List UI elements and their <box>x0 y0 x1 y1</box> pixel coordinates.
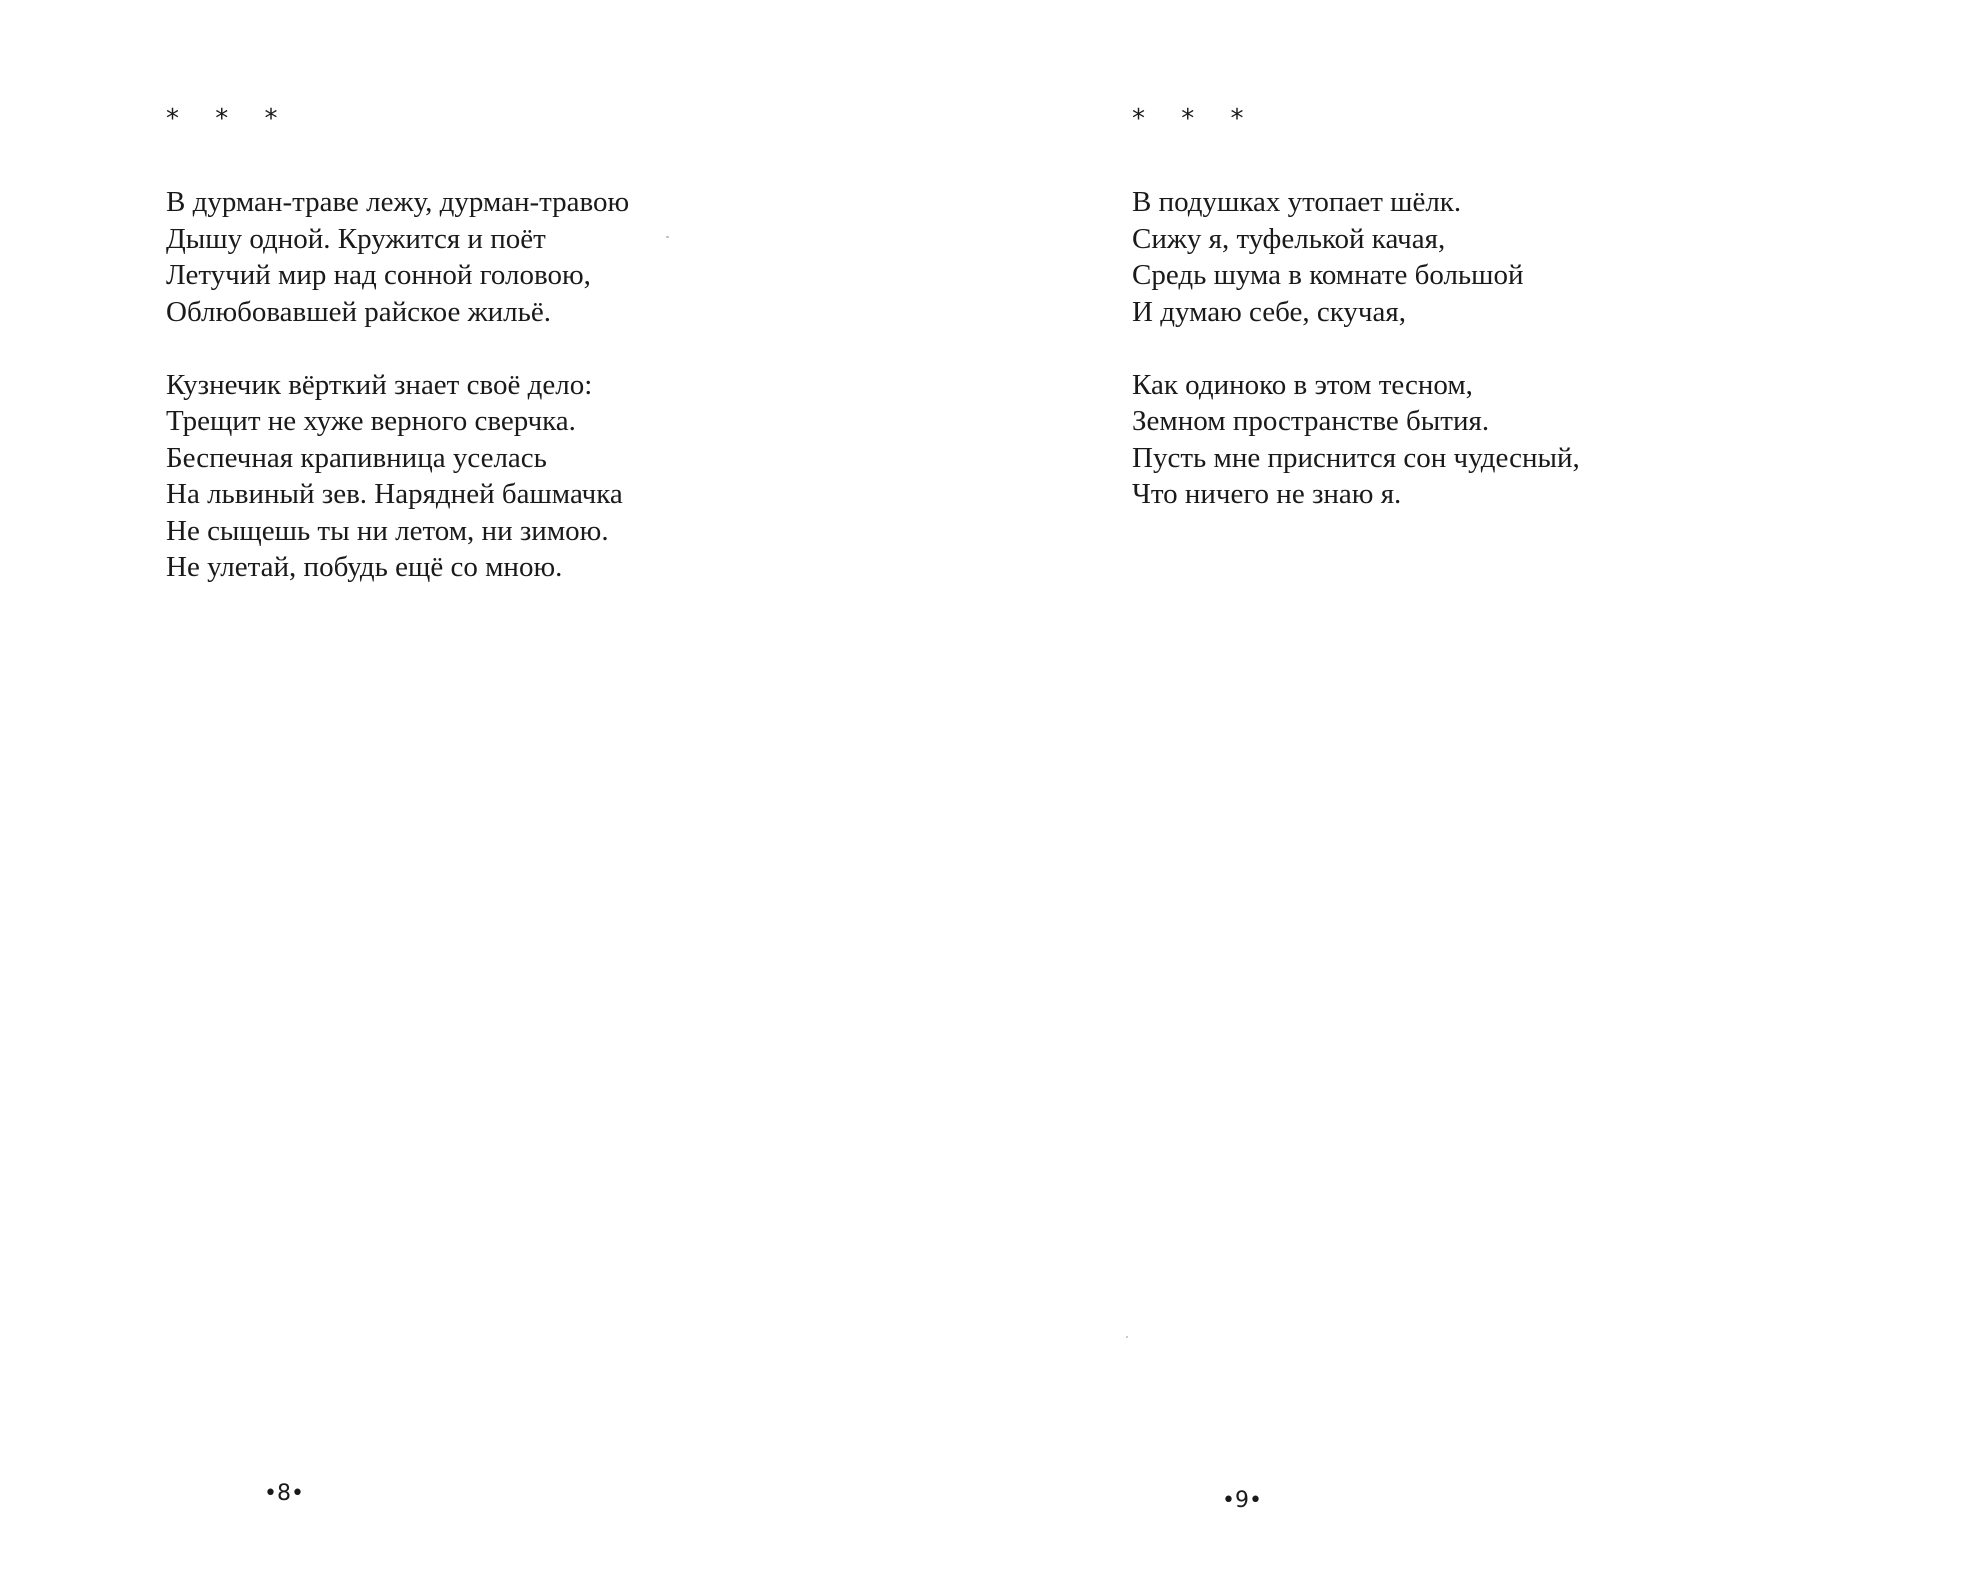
section-ornament: * * * <box>166 104 292 134</box>
scan-speck <box>666 236 669 238</box>
poem-line: Облюбовавшей райское жильё. <box>166 295 551 328</box>
poem <box>1132 184 1580 513</box>
poem-line: Кузнечик вёрткий знает своё дело: <box>166 368 593 401</box>
poem-line: Дышу одной. Кружится и поёт <box>166 222 546 255</box>
stanza <box>1132 184 1580 330</box>
poem-line: Средь шума в комнате большой <box>1132 259 1524 291</box>
poem-line: На львиный зев. Нарядней башмачка <box>166 478 623 510</box>
section-ornament: * * * <box>1132 104 1258 134</box>
poem-line: Как одиноко в этом тесном, <box>1132 368 1473 401</box>
page-number: •8• <box>264 1481 304 1506</box>
poem-line: Беспечная крапивница уселась <box>166 441 547 474</box>
poem-line: Пусть мне приснится сон чудесный, <box>1132 441 1580 474</box>
poem <box>166 184 629 586</box>
poem-line: Трещит не хуже верного сверчка. <box>166 405 576 437</box>
poem-line: Не сыщешь ты ни летом, ни зимою. <box>166 514 609 547</box>
stanza <box>166 367 629 586</box>
poem-line: Не улетай, побудь ещё со мною. <box>166 551 563 583</box>
poem-line: Летучий мир над сонной головою, <box>166 259 591 291</box>
scan-speck <box>1126 1336 1128 1338</box>
poem-line: Сижу я, туфелькой качая, <box>1132 222 1446 255</box>
poem-line: Земном пространстве бытия. <box>1132 405 1490 437</box>
stanza <box>166 184 629 330</box>
page-number: •9• <box>1222 1488 1262 1513</box>
poem-line: И думаю себе, скучая, <box>1132 295 1406 328</box>
right-page <box>986 0 1972 1570</box>
poem-line: В подушках утопает шёлк. <box>1132 186 1462 218</box>
poem-line: Что ничего не знаю я. <box>1132 478 1402 510</box>
stanza <box>1132 367 1580 513</box>
poem-line: В дурман-траве лежу, дурман-травою <box>166 186 630 218</box>
